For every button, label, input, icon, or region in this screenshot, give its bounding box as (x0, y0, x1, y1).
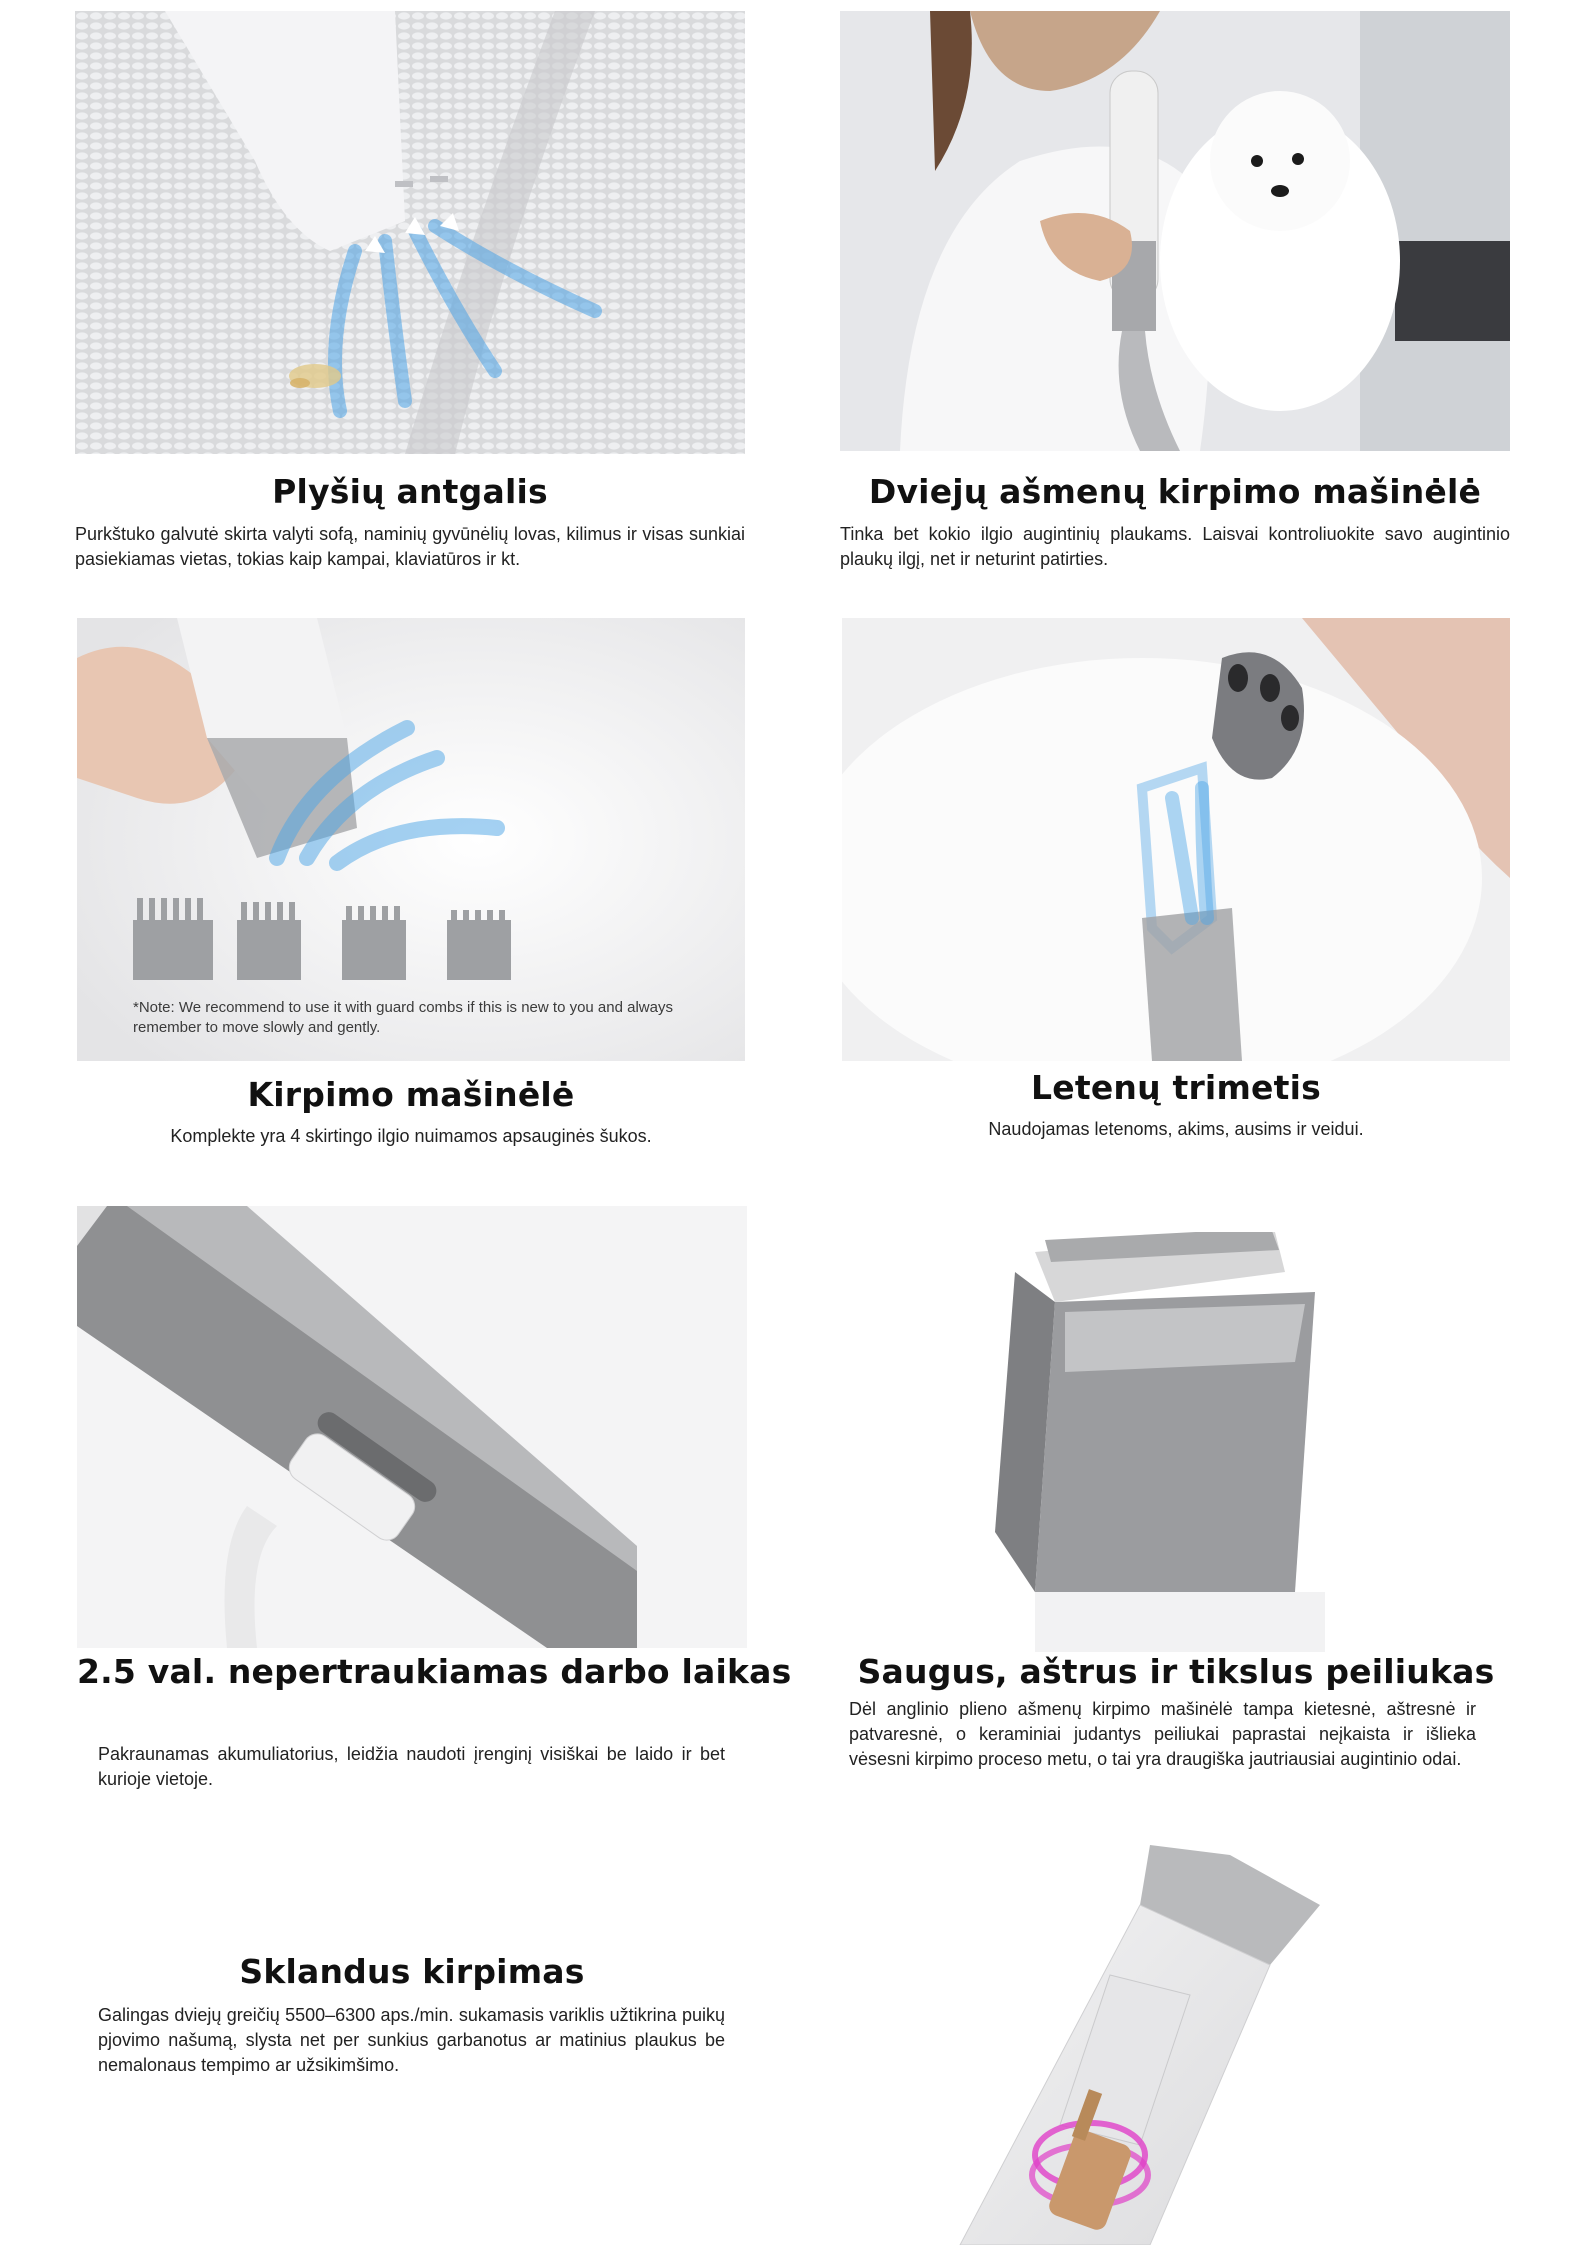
section-description-smooth-clipping: Galingas dviejų greičių 5500–6300 aps./min. sukamasis variklis užtikrina puikų pjovimo našumą, slysta net per sunkius garbanotus ar matinius plaukus be nemalonaus tempimo ar užsikimšimo. (98, 2005, 725, 2075)
section-description-blade: Dėl anglinio plieno ašmenų kirpimo mašinėlė tampa kietesnė, aštresnė ir patvaresnė, o keraminiai judantys peiliukai paprastai neįkaista ir išlieka vėsesni kirpimo proceso metu, o tai yra draugiška jautriausiai augintinio odai. (849, 1699, 1476, 1769)
woman-with-dog-photo (840, 11, 1510, 451)
motor-cutaway-photo (890, 1845, 1320, 2245)
guard-comb-note: *Note: We recommend to use it with guard combs if this is new to you and always remember to move slowly and gently. (133, 999, 673, 1036)
section-description-double-blade-clipper: Tinka bet kokio ilgio augintinių plaukams. Laisvai kontroliuokite savo augintinio plaukų ilgį, net ir neturint patirties. (840, 524, 1510, 569)
section-title-crevice-nozzle: Plyšių antgalis (272, 472, 548, 511)
section-title-paw-trimmer: Letenų trimetis (1031, 1068, 1321, 1107)
section-title-clipper: Kirpimo mašinėlė (247, 1075, 575, 1114)
section-description-paw-trimmer: Naudojamas letenoms, akims, ausims ir veidui. (988, 1119, 1364, 1139)
section-title-double-blade-clipper: Dviejų ašmenų kirpimo mašinėlė (868, 472, 1482, 511)
section-title-smooth-clipping: Sklandus kirpimas (239, 1952, 585, 1991)
section-description-clipper: Komplekte yra 4 skirtingo ilgio nuimamos apsauginės šukos. (170, 1126, 652, 1146)
crevice-nozzle-photo (75, 11, 745, 454)
section-title-battery-life: 2.5 val. nepertraukiamas darbo laikas (77, 1652, 792, 1691)
section-description-battery-life: Pakraunamas akumuliatorius, leidžia naudoti įrenginį visiškai be laido ir bet kurioje vietoje. (98, 1744, 725, 1789)
clipper-guard-combs-photo (77, 618, 745, 1061)
section-title-blade: Saugus, aštrus ir tikslus peiliukas (857, 1652, 1495, 1691)
usb-charging-photo (77, 1206, 747, 1648)
blade-closeup-photo (955, 1232, 1365, 1652)
paw-trimmer-photo (842, 618, 1510, 1061)
section-description-crevice-nozzle: Purkštuko galvutė skirta valyti sofą, naminių gyvūnėlių lovas, kilimus ir visas sunkiai pasiekiamas vietas, tokias kaip kampai, klaviatūros ir kt. (75, 524, 745, 569)
